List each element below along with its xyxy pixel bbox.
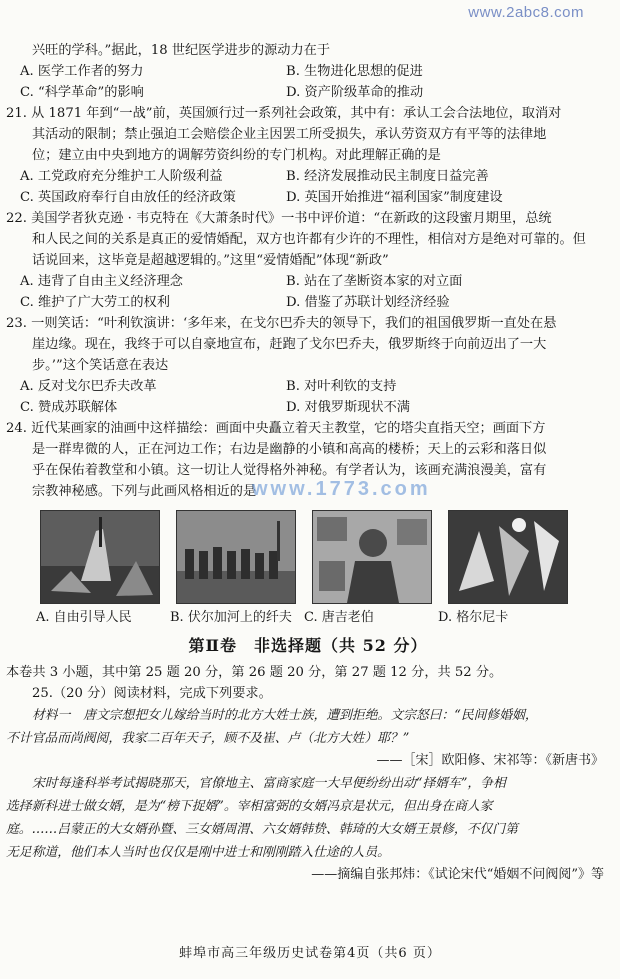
q23-option-d: D. 对俄罗斯现状不满 bbox=[286, 400, 410, 415]
q24-image-a bbox=[40, 510, 160, 604]
q20-options-row1 bbox=[6, 61, 610, 82]
q21-line3: 位；建立由中央到地方的调解劳资纠纷的专门机构。对此理解正确的是 bbox=[32, 148, 441, 163]
q22-line2: 和人民之间的关系是真正的爱情婚配，双方也许都有少许的不理性，相信对方是绝对可靠的。但 bbox=[32, 232, 586, 247]
q20-stem: 兴旺的学科。”据此，18 世纪医学进步的源动力在于 bbox=[32, 43, 331, 58]
q22-line3: 话说回来，这毕竟是超越逻辑的。”这里“爱情婚配”体现“新政” bbox=[32, 253, 389, 268]
q23-line3: 步。’”这个笑话意在表达 bbox=[32, 358, 169, 373]
q23-line2: 崖边缘。现在，我终于可以自豪地宣布，赶跑了戈尔巴乔夫，俄罗斯终于向前迈出了一大 bbox=[32, 337, 547, 352]
section-title: 第Ⅱ卷 非选择题（共 52 分） bbox=[188, 636, 428, 655]
q24-image-labels bbox=[36, 608, 610, 628]
q21-option-a: A. 工党政府充分维护工人阶级利益 bbox=[20, 169, 223, 184]
q24-label-a: A. 自由引导人民 bbox=[36, 610, 132, 625]
q24-line2: 是一群卑微的人，正在河边工作；右边是幽静的小镇和高高的楼桥；天上的云彩和落日似 bbox=[32, 442, 547, 457]
center-watermark: www.1773.com bbox=[252, 478, 431, 500]
q20-option-a: A. 医学工作者的努力 bbox=[20, 64, 144, 79]
q22-option-c: C. 维护了广大劳工的权利 bbox=[20, 295, 170, 310]
q20-option-d: D. 资产阶级革命的推动 bbox=[286, 85, 424, 100]
q25-source2: ——摘编自张邦炜：《试论宋代“婚姻不问阀阅”》等 bbox=[311, 867, 604, 882]
painting-guernica-image bbox=[448, 510, 568, 604]
q25-material1-line2: 不计官品而尚阀阅，我家二百年天子，顾不及崔、卢（北方大姓）耶？” bbox=[6, 731, 410, 746]
q20-option-b: B. 生物进化思想的促进 bbox=[286, 64, 423, 79]
q25-head: 25.（20 分）阅读材料，完成下列要求。 bbox=[32, 686, 272, 701]
q25-material2-line3: 庭。……吕蒙正的大女婿孙暨、三女婿周渭、六女婿韩贽、韩琦的大女婿王景修，不仅门第 bbox=[6, 822, 518, 837]
q22-line1: 22. 美国学者狄克逊 · 韦克特在《大萧条时代》一书中评价道：“在新政的这段蜜月期里，总统 bbox=[6, 211, 552, 226]
q21-line2: 其活动的限制；禁止强迫工会赔偿企业主因罢工所受损失，承认劳资双方有平等的法律地 bbox=[32, 127, 547, 142]
q25-source1: ——［宋］欧阳修、宋祁等：《新唐书》 bbox=[376, 753, 604, 768]
q22-option-a: A. 违背了自由主义经济理念 bbox=[20, 274, 183, 289]
q21-line1: 21. 从 1871 年到“一战”前，英国颁行过一系列社会政策，其中有：承认工会合法地位，取消对 bbox=[6, 106, 562, 121]
q24-label-d: D. 格尔尼卡 bbox=[438, 610, 509, 625]
q22-options-row2 bbox=[6, 292, 610, 313]
painting-liberty-leading-image bbox=[40, 510, 160, 604]
q24-label-c: C. 唐吉老伯 bbox=[304, 610, 374, 625]
q21-option-b: B. 经济发展推动民主制度日益完善 bbox=[286, 169, 489, 184]
q23-options-row2 bbox=[6, 397, 610, 418]
q24-image-c bbox=[312, 510, 432, 604]
page-footer: 蚌埠市高三年级历史试卷第4页（共6 页） bbox=[179, 946, 441, 961]
q23-option-a: A. 反对戈尔巴乔夫改革 bbox=[20, 379, 157, 394]
q21-option-c: C. 英国政府奉行自由放任的经济政策 bbox=[20, 190, 236, 205]
section-intro: 本卷共 3 小题，其中第 25 题 20 分，第 26 题 20 分，第 27 题 12 分，共 52 分。 bbox=[6, 665, 503, 680]
q25-material2-line4: 无足称道，他们本人当时也仅仅是刚中进士和刚刚踏入仕途的人员。 bbox=[6, 845, 390, 860]
content bbox=[6, 40, 610, 886]
site-watermark: www.2abc8.com bbox=[468, 4, 584, 21]
q23-line1: 23. 一则笑话：“叶利钦演讲：‘多年来，在戈尔巴乔夫的领导下，我们的祖国俄罗斯一直处在悬 bbox=[6, 316, 557, 331]
q21-options-row2 bbox=[6, 187, 610, 208]
q23-option-c: C. 赞成苏联解体 bbox=[20, 400, 118, 415]
q21-option-d: D. 英国开始推进“福利国家”制度建设 bbox=[286, 190, 503, 205]
q20-options-row2 bbox=[6, 82, 610, 103]
q23-options-row1 bbox=[6, 376, 610, 397]
q23-option-b: B. 对叶利钦的支持 bbox=[286, 379, 397, 394]
q24-line3: 乎在保佑着教堂和小镇。这一切让人觉得格外神秘。有学者认为，该画充满浪漫美，富有 bbox=[32, 463, 547, 478]
q24-label-b: B. 伏尔加河上的纤夫 bbox=[170, 610, 292, 625]
q24-image-d bbox=[448, 510, 568, 604]
q21-options-row1 bbox=[6, 166, 610, 187]
q24-image-b bbox=[176, 510, 296, 604]
q24-images bbox=[40, 510, 610, 604]
q22-option-b: B. 站在了垄断资本家的对立面 bbox=[286, 274, 463, 289]
q25-material1-line1: 材料一 唐文宗想把女儿嫁给当时的北方大姓士族，遭到拒绝。文宗怒曰：“民间修婚姻， bbox=[32, 708, 538, 723]
q25-material2-line2: 选择新科进士做女婿，是为“榜下捉婿”。宰相富弼的女婿冯京是状元，但出身在商人家 bbox=[6, 799, 493, 814]
q22-options-row1 bbox=[6, 271, 610, 292]
painting-pere-tanguy-image bbox=[312, 510, 432, 604]
q24-line4: 宗教神秘感。下列与此画风格相近的是 bbox=[32, 484, 257, 499]
q20-option-c: C. “科学革命”的影响 bbox=[20, 85, 144, 100]
q24-line1: 24. 近代某画家的油画中这样描绘：画面中央矗立着天主教堂，它的塔尖直指天空；画面下方 bbox=[6, 421, 546, 436]
painting-volga-boatmen-image bbox=[176, 510, 296, 604]
q25-material2-line1: 宋时每逢科举考试揭晓那天，官僚地主、富商家庭一大早便纷纷出动“择婿车”，争相 bbox=[32, 776, 506, 791]
q22-option-d: D. 借鉴了苏联计划经济经验 bbox=[286, 295, 450, 310]
